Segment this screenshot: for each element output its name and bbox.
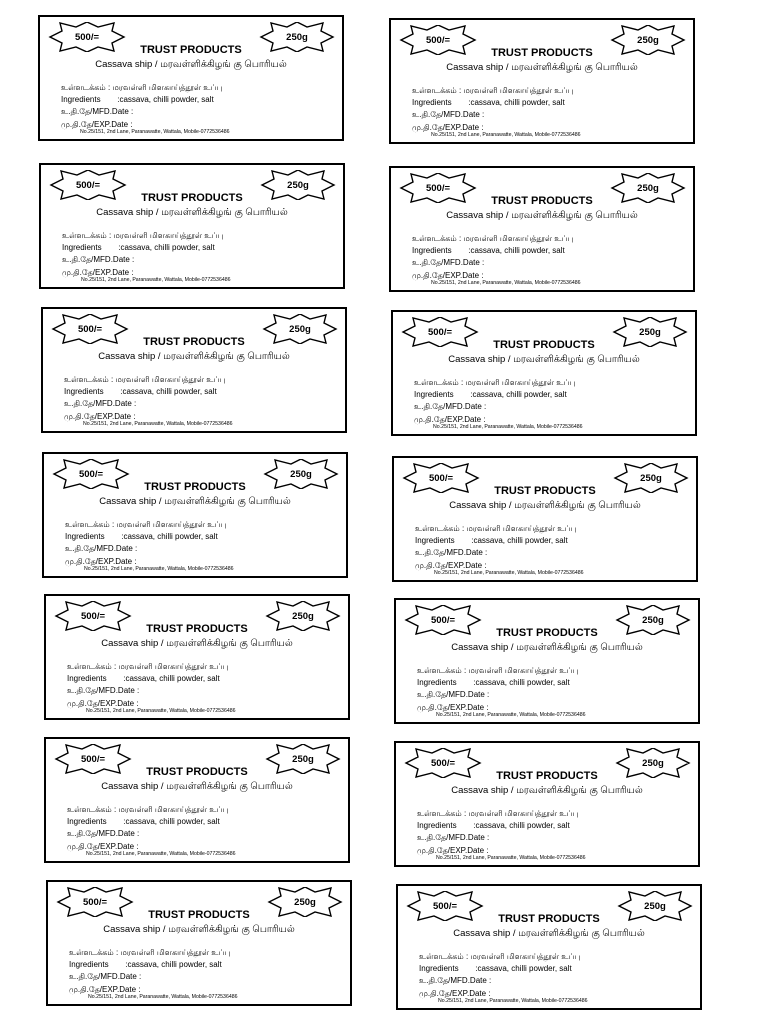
product-name: Cassava ship / மரவள்ளிக்கிழங் கு பொரியல் [103, 924, 295, 935]
ingredients-value: :cassava, chilli powder, salt [121, 532, 218, 541]
address: No.25/151, 2nd Lane, Paranawatte, Wattala, Mobile-0772536486 [88, 994, 238, 1000]
address: No.25/151, 2nd Lane, Paranawatte, Wattala, Mobile-0772536486 [81, 277, 231, 283]
brand-name: TRUST PRODUCTS [146, 623, 248, 635]
ingredients-value: :cassava, chilli powder, salt [123, 674, 220, 683]
product-name: Cassava ship / மரவள்ளிக்கிழங் கு பொரியல் [451, 642, 643, 653]
contents-label: உள்ளடக்கம் : [65, 520, 115, 529]
address: No.25/151, 2nd Lane, Paranawatte, Wattala, Mobile-0772536486 [436, 712, 586, 718]
product-name: Cassava ship / மரவள்ளிக்கிழங் கு பொரியல் [451, 785, 643, 796]
contents-value: மரவள்ளி மிளகாய்த்தூள் உப்பு [466, 524, 577, 533]
address: No.25/151, 2nd Lane, Paranawatte, Wattala, Mobile-0772536486 [436, 855, 586, 861]
exp-date: மு.தி.தே/EXP.Date : [69, 985, 141, 994]
contents-value: மரவள்ளி மிளகாய்த்தூள் உப்பு [468, 809, 579, 818]
ingredients-label: Ingredients [414, 390, 454, 399]
address: No.25/151, 2nd Lane, Paranawatte, Wattala, Mobile-0772536486 [433, 424, 583, 430]
address: No.25/151, 2nd Lane, Paranawatte, Wattala, Mobile-0772536486 [86, 708, 236, 714]
exp-date: மு.தி.தே/EXP.Date : [67, 699, 139, 708]
contents-value: மரவள்ளி மிளகாய்த்தூள் உப்பு [468, 666, 579, 675]
mfd-date: உ.தி.தே/MFD.Date : [64, 399, 137, 408]
brand-name: TRUST PRODUCTS [148, 909, 250, 921]
brand-name: TRUST PRODUCTS [498, 913, 600, 925]
weight-text: 250g [637, 182, 659, 194]
exp-date: மு.தி.தே/EXP.Date : [419, 989, 491, 998]
product-label [391, 310, 697, 436]
contents-value: மரவள்ளி மிளகாய்த்தூள் உப்பு [113, 231, 224, 240]
contents-value: மரவள்ளி மிளகாய்த்தூள் உப்பு [116, 520, 227, 529]
price-text: 500/= [432, 900, 458, 912]
ingredients-label: Ingredients [67, 674, 107, 683]
weight-text: 250g [290, 468, 312, 480]
ingredients-value: :cassava, chilli powder, salt [471, 536, 568, 545]
contents-row [62, 231, 223, 241]
address: No.25/151, 2nd Lane, Paranawatte, Wattala, Mobile-0772536486 [84, 566, 234, 572]
ingredients-label: Ingredients [67, 817, 107, 826]
ingredients-row [67, 674, 220, 683]
product-label [394, 598, 700, 724]
product-label [392, 456, 698, 582]
ingredients-row [414, 390, 567, 399]
address: No.25/151, 2nd Lane, Paranawatte, Wattala, Mobile-0772536486 [431, 280, 581, 286]
price-text: 500/= [425, 34, 451, 46]
mfd-date: உ.தி.தே/MFD.Date : [61, 107, 134, 116]
contents-row [412, 234, 573, 244]
contents-label: உள்ளடக்கம் : [419, 952, 469, 961]
ingredients-row [419, 964, 572, 973]
price-text: 500/= [77, 323, 103, 335]
price-text: 500/= [430, 757, 456, 769]
contents-value: மரவள்ளி மிளகாய்த்தூள் உப்பு [120, 948, 231, 957]
ingredients-value: :cassava, chilli powder, salt [117, 95, 214, 104]
price-text: 500/= [78, 468, 104, 480]
ingredients-value: :cassava, chilli powder, salt [125, 960, 222, 969]
ingredients-value: :cassava, chilli powder, salt [120, 387, 217, 396]
ingredients-value: :cassava, chilli powder, salt [473, 678, 570, 687]
ingredients-label: Ingredients [69, 960, 109, 969]
ingredients-label: Ingredients [419, 964, 459, 973]
contents-label: உள்ளடக்கம் : [62, 231, 112, 240]
exp-date: மு.தி.தே/EXP.Date : [64, 412, 136, 421]
ingredients-label: Ingredients [412, 98, 452, 107]
product-name: Cassava ship / மரவள்ளிக்கிழங் கு பொரியல் [96, 207, 288, 218]
weight-text: 250g [640, 472, 662, 484]
exp-date: மு.தி.தே/EXP.Date : [414, 415, 486, 424]
contents-row [417, 809, 578, 819]
address: No.25/151, 2nd Lane, Paranawatte, Wattala, Mobile-0772536486 [438, 998, 588, 1004]
contents-label: உள்ளடக்கம் : [61, 83, 111, 92]
price-text: 500/= [425, 182, 451, 194]
price-text: 500/= [74, 31, 100, 43]
weight-text: 250g [292, 610, 314, 622]
exp-date: மு.தி.தே/EXP.Date : [412, 271, 484, 280]
product-label [44, 594, 350, 720]
exp-date: மு.தி.தே/EXP.Date : [65, 557, 137, 566]
product-label [44, 737, 350, 863]
ingredients-label: Ingredients [65, 532, 105, 541]
contents-row [412, 86, 573, 96]
contents-label: உள்ளடக்கம் : [415, 524, 465, 533]
ingredients-value: :cassava, chilli powder, salt [473, 821, 570, 830]
mfd-date: உ.தி.தே/MFD.Date : [414, 402, 487, 411]
price-text: 500/= [82, 896, 108, 908]
ingredients-row [64, 387, 217, 396]
ingredients-label: Ingredients [61, 95, 101, 104]
product-label [46, 880, 352, 1006]
price-text: 500/= [430, 614, 456, 626]
ingredients-value: :cassava, chilli powder, salt [475, 964, 572, 973]
mfd-date: உ.தி.தே/MFD.Date : [419, 976, 492, 985]
ingredients-row [65, 532, 218, 541]
contents-row [415, 524, 576, 534]
weight-text: 250g [292, 753, 314, 765]
weight-text: 250g [642, 614, 664, 626]
contents-row [61, 83, 222, 93]
contents-value: மரவள்ளி மிளகாய்த்தூள் உப்பு [118, 805, 229, 814]
address: No.25/151, 2nd Lane, Paranawatte, Wattala, Mobile-0772536486 [434, 570, 584, 576]
brand-name: TRUST PRODUCTS [496, 770, 598, 782]
contents-row [417, 666, 578, 676]
weight-text: 250g [644, 900, 666, 912]
brand-name: TRUST PRODUCTS [493, 339, 595, 351]
product-label [41, 307, 347, 433]
ingredients-label: Ingredients [62, 243, 102, 252]
weight-text: 250g [639, 326, 661, 338]
mfd-date: உ.தி.தே/MFD.Date : [417, 690, 490, 699]
ingredients-row [412, 98, 565, 107]
mfd-date: உ.தி.தே/MFD.Date : [415, 548, 488, 557]
brand-name: TRUST PRODUCTS [144, 481, 246, 493]
ingredients-label: Ingredients [64, 387, 104, 396]
exp-date: மு.தி.தே/EXP.Date : [61, 120, 133, 129]
product-name: Cassava ship / மரவள்ளிக்கிழங் கு பொரியல் [448, 354, 640, 365]
contents-row [67, 662, 228, 672]
contents-value: மரவள்ளி மிளகாய்த்தூள் உப்பு [463, 86, 574, 95]
weight-text: 250g [642, 757, 664, 769]
ingredients-value: :cassava, chilli powder, salt [468, 98, 565, 107]
mfd-date: உ.தி.தே/MFD.Date : [67, 686, 140, 695]
ingredients-label: Ingredients [412, 246, 452, 255]
brand-name: TRUST PRODUCTS [491, 195, 593, 207]
contents-label: உள்ளடக்கம் : [67, 805, 117, 814]
brand-name: TRUST PRODUCTS [143, 336, 245, 348]
ingredients-row [417, 678, 570, 687]
exp-date: மு.தி.தே/EXP.Date : [417, 846, 489, 855]
weight-text: 250g [286, 31, 308, 43]
ingredients-row [415, 536, 568, 545]
contents-value: மரவள்ளி மிளகாய்த்தூள் உப்பு [465, 378, 576, 387]
product-label [396, 884, 702, 1010]
mfd-date: உ.தி.தே/MFD.Date : [412, 258, 485, 267]
product-name: Cassava ship / மரவள்ளிக்கிழங் கு பொரியல் [101, 638, 293, 649]
ingredients-label: Ingredients [417, 821, 457, 830]
ingredients-row [62, 243, 215, 252]
mfd-date: உ.தி.தே/MFD.Date : [412, 110, 485, 119]
ingredients-row [69, 960, 222, 969]
contents-row [65, 520, 226, 530]
mfd-date: உ.தி.தே/MFD.Date : [62, 255, 135, 264]
product-label [42, 452, 348, 578]
contents-value: மரவள்ளி மிளகாய்த்தூள் உப்பு [118, 662, 229, 671]
product-name: Cassava ship / மரவள்ளிக்கிழங் கு பொரியல் [99, 496, 291, 507]
exp-date: மு.தி.தே/EXP.Date : [417, 703, 489, 712]
contents-row [64, 375, 225, 385]
ingredients-value: :cassava, chilli powder, salt [468, 246, 565, 255]
product-name: Cassava ship / மரவள்ளிக்கிழங் கு பொரியல் [446, 62, 638, 73]
mfd-date: உ.தி.தே/MFD.Date : [69, 972, 142, 981]
mfd-date: உ.தி.தே/MFD.Date : [67, 829, 140, 838]
brand-name: TRUST PRODUCTS [141, 192, 243, 204]
address: No.25/151, 2nd Lane, Paranawatte, Wattala, Mobile-0772536486 [80, 129, 230, 135]
contents-label: உள்ளடக்கம் : [67, 662, 117, 671]
contents-row [419, 952, 580, 962]
price-text: 500/= [80, 753, 106, 765]
contents-value: மரவள்ளி மிளகாய்த்தூள் உப்பு [115, 375, 226, 384]
weight-text: 250g [294, 896, 316, 908]
ingredients-value: :cassava, chilli powder, salt [118, 243, 215, 252]
product-name: Cassava ship / மரவள்ளிக்கிழங் கு பொரியல் [95, 59, 287, 70]
ingredients-row [67, 817, 220, 826]
brand-name: TRUST PRODUCTS [140, 44, 242, 56]
product-name: Cassava ship / மரவள்ளிக்கிழங் கு பொரியல் [449, 500, 641, 511]
mfd-date: உ.தி.தே/MFD.Date : [65, 544, 138, 553]
brand-name: TRUST PRODUCTS [496, 627, 598, 639]
product-name: Cassava ship / மரவள்ளிக்கிழங் கு பொரியல் [101, 781, 293, 792]
brand-name: TRUST PRODUCTS [146, 766, 248, 778]
ingredients-label: Ingredients [415, 536, 455, 545]
ingredients-row [412, 246, 565, 255]
exp-date: மு.தி.தே/EXP.Date : [67, 842, 139, 851]
price-text: 500/= [428, 472, 454, 484]
contents-value: மரவள்ளி மிளகாய்த்தூள் உப்பு [470, 952, 581, 961]
exp-date: மு.தி.தே/EXP.Date : [62, 268, 134, 277]
contents-row [67, 805, 228, 815]
brand-name: TRUST PRODUCTS [491, 47, 593, 59]
product-label [394, 741, 700, 867]
contents-label: உள்ளடக்கம் : [412, 234, 462, 243]
price-text: 500/= [75, 179, 101, 191]
contents-label: உள்ளடக்கம் : [414, 378, 464, 387]
product-name: Cassava ship / மரவள்ளிக்கிழங் கு பொரியல் [453, 928, 645, 939]
contents-value: மரவள்ளி மிளகாய்த்தூள் உப்பு [463, 234, 574, 243]
contents-label: உள்ளடக்கம் : [417, 809, 467, 818]
weight-text: 250g [289, 323, 311, 335]
price-text: 500/= [80, 610, 106, 622]
mfd-date: உ.தி.தே/MFD.Date : [417, 833, 490, 842]
exp-date: மு.தி.தே/EXP.Date : [412, 123, 484, 132]
product-label [389, 18, 695, 144]
product-label [38, 15, 344, 141]
contents-label: உள்ளடக்கம் : [412, 86, 462, 95]
weight-text: 250g [287, 179, 309, 191]
contents-label: உள்ளடக்கம் : [64, 375, 114, 384]
ingredients-row [417, 821, 570, 830]
weight-text: 250g [637, 34, 659, 46]
ingredients-label: Ingredients [417, 678, 457, 687]
address: No.25/151, 2nd Lane, Paranawatte, Wattala, Mobile-0772536486 [86, 851, 236, 857]
contents-value: மரவள்ளி மிளகாய்த்தூள் உப்பு [112, 83, 223, 92]
product-label [39, 163, 345, 289]
ingredients-row [61, 95, 214, 104]
product-label [389, 166, 695, 292]
contents-row [69, 948, 230, 958]
contents-label: உள்ளடக்கம் : [417, 666, 467, 675]
contents-label: உள்ளடக்கம் : [69, 948, 119, 957]
contents-row [414, 378, 575, 388]
brand-name: TRUST PRODUCTS [494, 485, 596, 497]
address: No.25/151, 2nd Lane, Paranawatte, Wattala, Mobile-0772536486 [431, 132, 581, 138]
product-name: Cassava ship / மரவள்ளிக்கிழங் கு பொரியல் [446, 210, 638, 221]
exp-date: மு.தி.தே/EXP.Date : [415, 561, 487, 570]
price-text: 500/= [427, 326, 453, 338]
ingredients-value: :cassava, chilli powder, salt [123, 817, 220, 826]
ingredients-value: :cassava, chilli powder, salt [470, 390, 567, 399]
product-name: Cassava ship / மரவள்ளிக்கிழங் கு பொரியல் [98, 351, 290, 362]
address: No.25/151, 2nd Lane, Paranawatte, Wattala, Mobile-0772536486 [83, 421, 233, 427]
